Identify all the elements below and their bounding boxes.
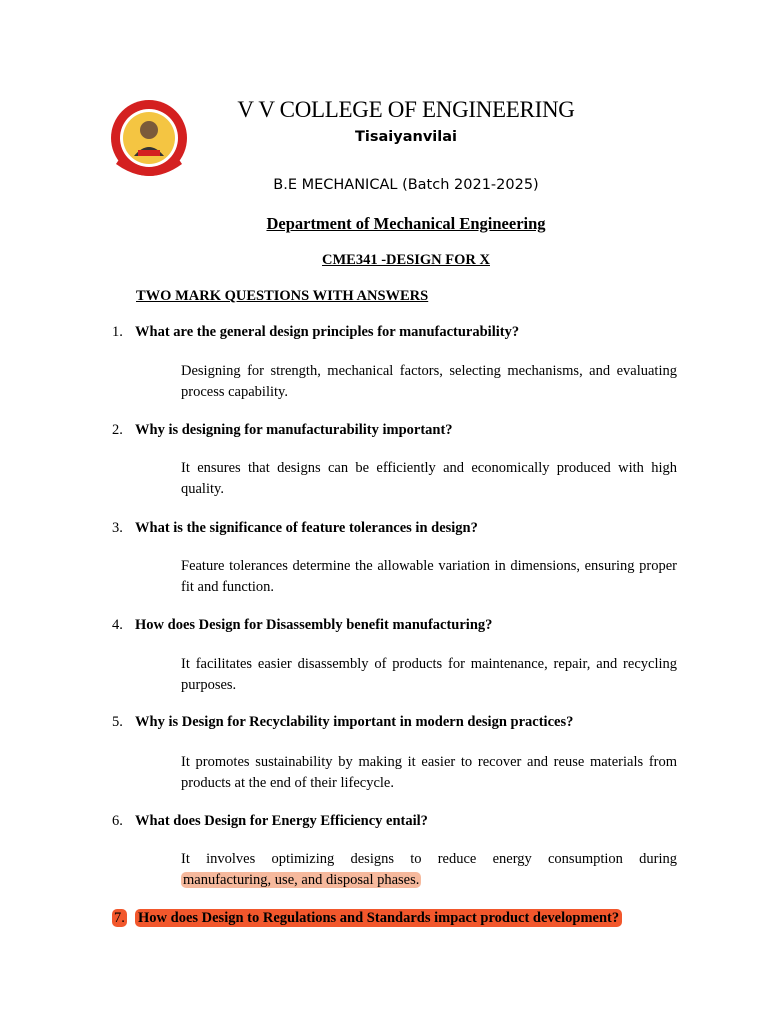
question-6: 6. What does Design for Energy Efficiency entail? [112,813,428,829]
question-3: 3. What is the significance of feature tolerances in design? [112,520,478,536]
highlighted-answer-text: manufacturing, use, and disposal phases. [183,872,420,888]
answer-3: Feature tolerances determine the allowable variation in dimensions, ensuring proper fit and function. [181,558,677,595]
batch-info: B.E MECHANICAL (Batch 2021-2025) [273,177,539,193]
highlighted-question-number: 7. [114,910,125,926]
answer-5: It promotes sustainability by making it easier to recover and reuse materials from products at the end of their lifecycle. [181,754,677,791]
section-heading: TWO MARK QUESTIONS WITH ANSWERS [136,288,429,304]
highlighted-question-text: How does Design to Regulations and Standards impact product development? [135,909,622,927]
question-2: 2. Why is designing for manufacturability important? [112,422,453,438]
question-4: 4. How does Design for Disassembly benefit manufacturing? [112,617,493,633]
college-name: V V COLLEGE OF ENGINEERING [237,97,575,122]
department-title: Department of Mechanical Engineering [266,214,546,233]
question-1: 1. What are the general design principles for manufacturability? [112,324,520,340]
answer-2: It ensures that designs can be efficiently and economically produced with high quality. [181,460,677,497]
answer-6 [181,849,677,891]
answer-4: It facilitates easier disassembly of products for maintenance, repair, and recycling purposes. [181,656,677,693]
college-location: Tisaiyanvilai [355,129,457,145]
question-7 [112,910,692,927]
answer-1: Designing for strength, mechanical factors, selecting mechanisms, and evaluating process capability. [181,363,677,400]
question-5: 5. Why is Design for Recyclability important in modern design practices? [112,714,574,730]
course-title: CME341 -DESIGN FOR X [322,252,490,268]
answer-6-line-1: It involves optimizing designs to reduce energy consumption during [181,851,677,867]
